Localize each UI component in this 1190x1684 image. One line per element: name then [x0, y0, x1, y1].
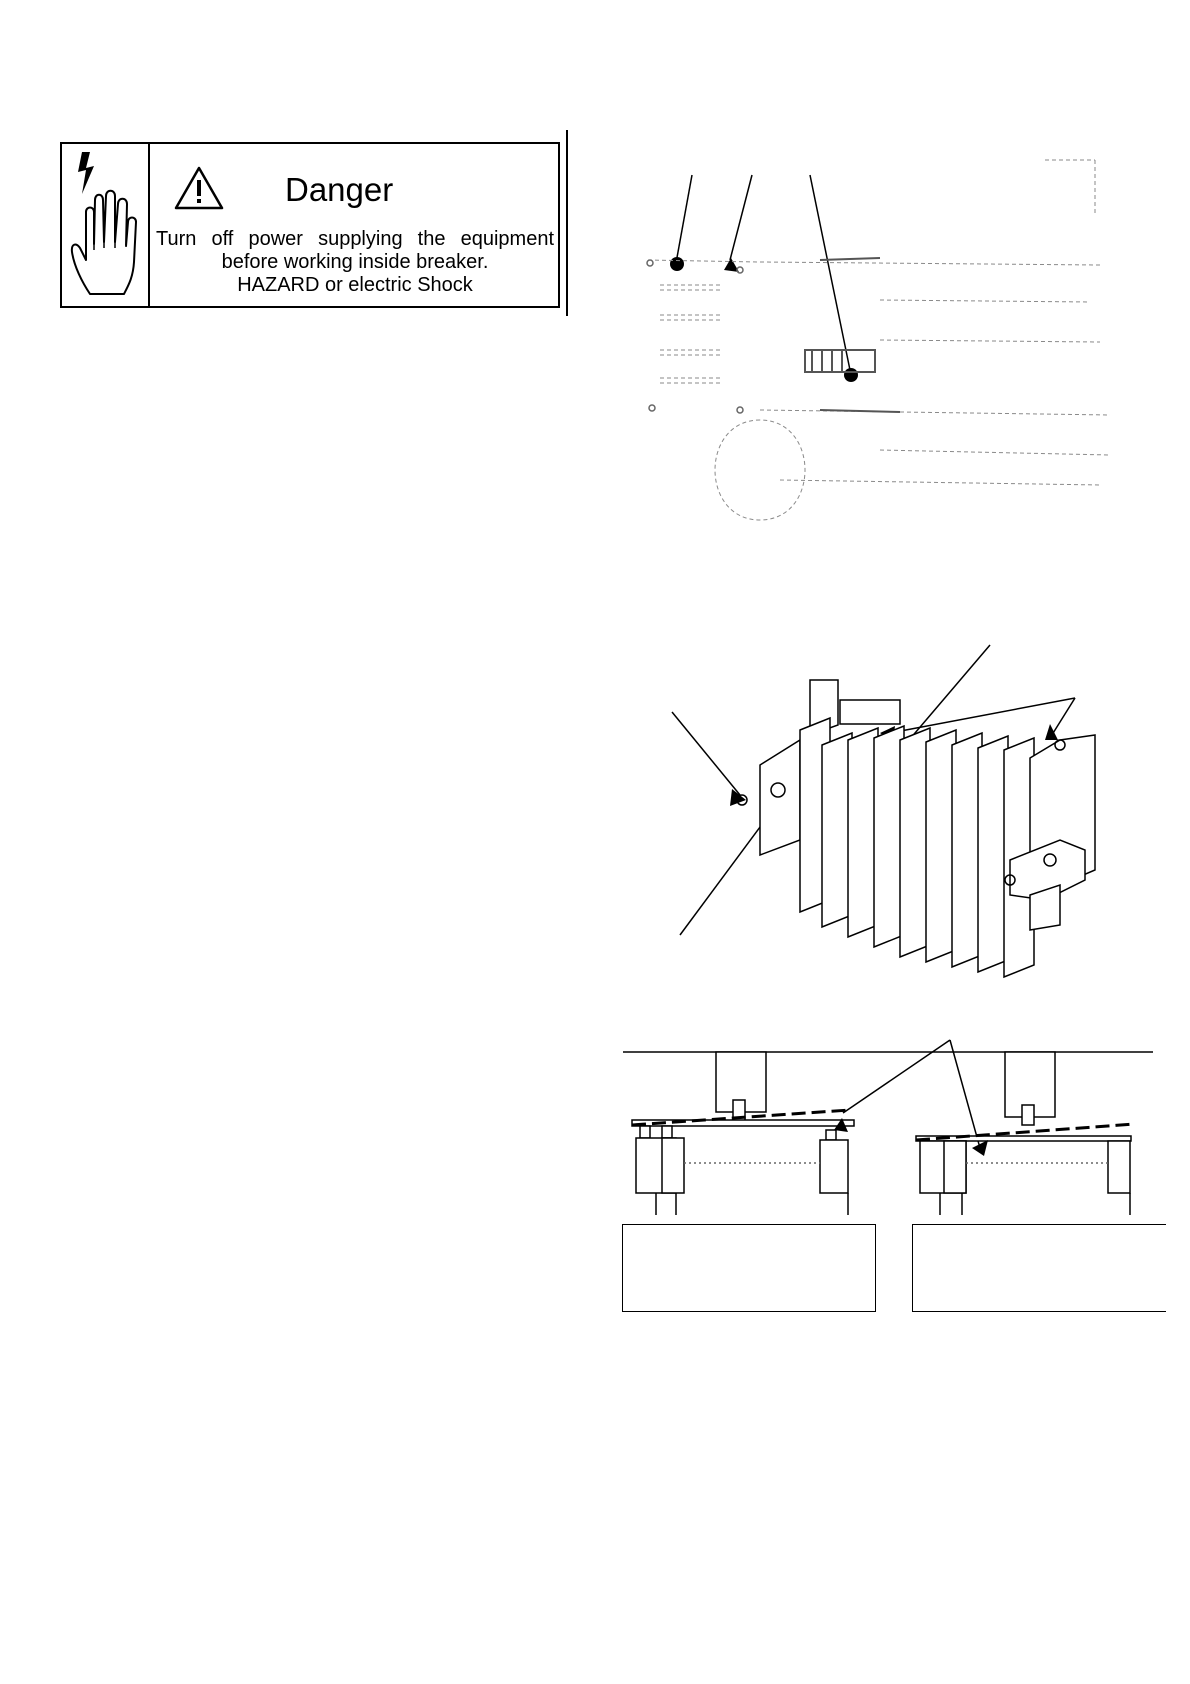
danger-message-line: Turn off power supplying the equipment — [156, 228, 554, 250]
danger-heading: Danger — [285, 171, 394, 208]
danger-message-line: HAZARD or electric Shock — [237, 274, 473, 296]
caption-box-right — [912, 1224, 1166, 1312]
danger-message-line: before working inside breaker. — [221, 251, 489, 273]
caption-box-left — [622, 1224, 876, 1312]
